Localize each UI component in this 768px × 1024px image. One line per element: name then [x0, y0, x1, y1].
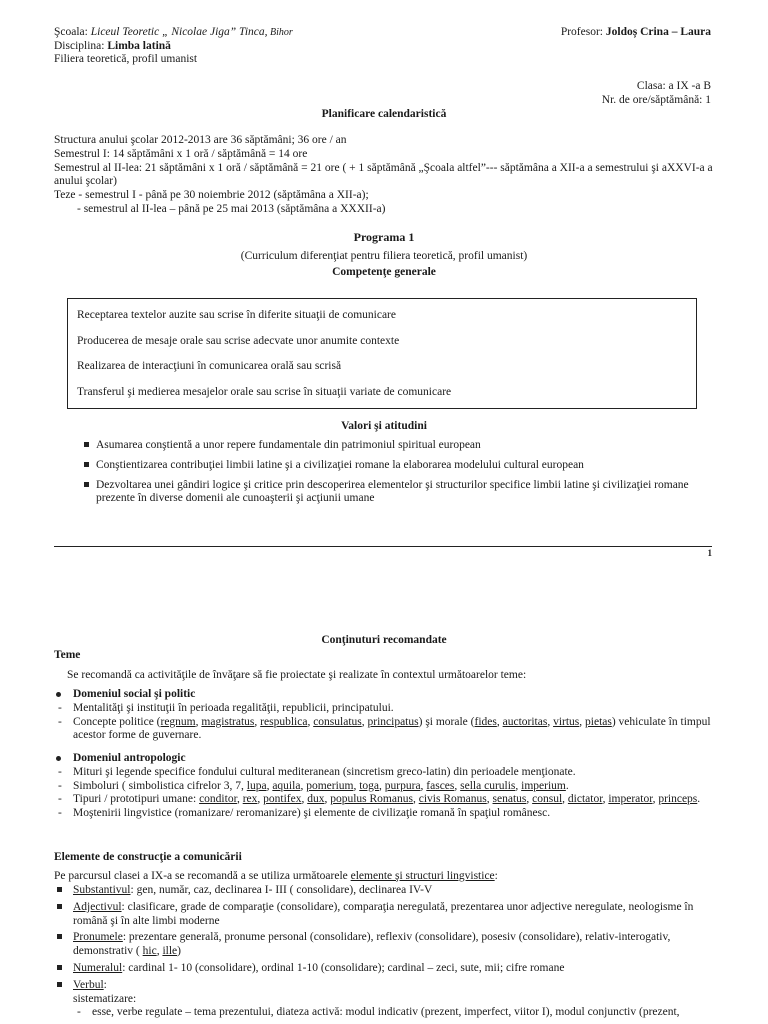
domain-item: - Concepte politice (regnum, magistratus, respublica, consulatus, principatus) şi morale (fides, auctoritas, virtus, pietas) vehiculate în timpul acestor forme de guvernare.: [58, 715, 711, 742]
track-line: Filiera teoretică, profil umanist: [54, 53, 198, 65]
school-line: Şcoala: Liceul Teoretic „ Nicolae Jiga” Tinca, Bihor: [54, 26, 293, 38]
teacher-name: Joldoș Crina – Laura: [605, 26, 711, 38]
domain-item: - Moştenirii lingvistice (romanizare/ reromanizare) şi elemente de civilizaţie romană în spaţiul românesc.: [58, 807, 551, 820]
hours-label: Nr. de ore/săptămână: 1: [601, 93, 711, 106]
element-subitem: sistematizare:: [73, 992, 137, 1005]
square-bullet-icon: [57, 982, 62, 987]
programa-subtitle: (Curriculum diferenţiat pentru filiera teoretică, profil umanist): [240, 250, 528, 262]
class-info: [602, 80, 711, 107]
competence-item: Receptarea textelor auzite sau scrise în diferite situaţii de comunicare: [77, 309, 396, 321]
domain-social: [54, 688, 714, 743]
domain-item: - Simboluri ( simbolistica cifrelor 3, 7, lupa, aquila, pomerium, toga, purpura, fasces, sella curulis, imperium.: [58, 779, 569, 792]
square-bullet-icon: [57, 904, 62, 909]
values-title: Valori şi atitudini: [341, 420, 427, 432]
competence-item: Producerea de mesaje orale sau scrise adecvate unor anumite contexte: [77, 334, 400, 347]
teacher-line: Profesor: Joldoș Crina – Laura: [560, 26, 711, 38]
element-item: Adjectivul: clasificare, grade de comparaţie (consolidare), comparaţia neregulată, prezentarea unor adjective neregulate, neologisme în română şi în alte limbi moderne: [54, 901, 714, 929]
discipline-value: Limba latină: [107, 39, 171, 52]
competences-box: [67, 298, 697, 409]
page-title: Planificare calendaristică: [321, 108, 447, 120]
value-item: Dezvoltarea unei gândiri logice şi critice prin descoperirea elementelor şi structurilor specifice limbii latine şi civilizaţiei romane prezente în diverse domenii ale cunoaşterii şi acţiunii umane: [96, 479, 696, 507]
structure-line: - semestrul al II-lea – până pe 25 mai 2013 (săptămâna a XXXII-a): [54, 202, 386, 215]
competence-item: Transferul şi medierea mesajelor orale sau scrise în situaţii variate de comunicare: [77, 385, 452, 398]
domain-heading: Domeniul social şi politic: [54, 688, 714, 702]
domain-heading: Domeniul antropologic: [54, 752, 714, 766]
contents-title: Conţinuturi recomandate: [321, 634, 447, 646]
elements-title: Elemente de construcţie a comunicării: [54, 851, 242, 863]
square-bullet-icon: [84, 462, 89, 467]
element-item: Substantivul: gen, număr, caz, declinarea I- III ( consolidare), declinarea IV-V: [54, 884, 714, 898]
themes-intro: Se recomandă ca activităţile de învăţare să fie proiectate şi realizate în contextul următoarelor teme:: [67, 669, 527, 681]
programa-title: Programa 1: [353, 230, 415, 244]
structure-line: Semestrul al II-lea: 21 săptămâni x 1 oră / săptămână = 21 ore ( + 1 săptămână „Şcoala altfel”--- săptămâna a XII-a a semestrului şi aXXVI-a a anului şcolar): [54, 161, 713, 188]
square-bullet-icon: [84, 442, 89, 447]
element-item: Verbul:: [54, 979, 714, 993]
element-item: Pronumele: prezentare generală, pronume personal (consolidare), reflexiv (consolidare), posesiv (consolidare), relativ-interogativ, demonstrativ ( hic, ille): [54, 931, 714, 959]
elements-list: [54, 884, 714, 1020]
elements-intro: Pe parcursul clasei a IX-a se recomandă a se utiliza următoarele elemente şi structuri lingvistice:: [54, 870, 498, 882]
year-structure: [54, 134, 714, 217]
square-bullet-icon: [57, 965, 62, 970]
domain-anthropologic: [54, 752, 714, 821]
domain-item: - Tipuri / prototipuri umane: conditor, rex, pontifex, dux, populus Romanus, civis Romanus, senatus, consul, dictator, imperator, princeps.: [58, 793, 701, 806]
page-break-rule: [54, 546, 712, 547]
competences-title: Competenţe generale: [332, 266, 436, 278]
round-bullet-icon: [56, 756, 61, 761]
structure-line: Structura anului şcolar 2012-2013 are 36 săptămâni; 36 ore / an: [54, 134, 347, 146]
square-bullet-icon: [57, 887, 62, 892]
school-county: Bihor: [267, 27, 293, 38]
page-number: 1: [707, 548, 712, 558]
domain-item: - Mentalităţi şi instituţii în perioada regalităţii, republicii, principatului.: [58, 701, 394, 714]
discipline-line: Disciplina: Limba latină: [54, 39, 171, 52]
element-item: Numeralul: cardinal 1- 10 (consolidare), ordinal 1-10 (consolidare); cardinal – zeci, sute, mii; cifre romane: [54, 962, 714, 976]
values-list: [96, 439, 696, 512]
element-subitem: - esse, verbe regulate – tema prezentului, diateza activă: modul indicativ (prezent, imperfect, viitor I), modul conjunctiv (prezent,: [77, 1006, 680, 1019]
value-item: Conştientizarea contribuţiei limbii latine şi a civilizaţiei romane la elaborarea modelului cultural european: [96, 459, 696, 473]
square-bullet-icon: [57, 934, 62, 939]
themes-label: Teme: [54, 649, 81, 661]
domain-item: - Mituri şi legende specifice fondului cultural mediteranean (sincretism greco-latin) din perioadele menţionate.: [58, 765, 576, 778]
competence-item: Realizarea de interacţiuni în comunicarea orală sau scrisă: [77, 360, 342, 372]
header-left: [54, 26, 474, 67]
school-name: Liceul Teoretic „ Nicolae Jiga” Tinca,: [90, 26, 268, 38]
class-label: Clasa: a IX -a B: [636, 80, 711, 92]
structure-line: Teze - semestrul I - până pe 30 noiembrie 2012 (săptămâna a XII-a);: [54, 189, 369, 202]
structure-line: Semestrul I: 14 săptămâni x 1 oră / săptămână = 14 ore: [54, 147, 308, 160]
value-item: Asumarea conştientă a unor repere fundamentale din patrimoniul spiritual european: [96, 439, 696, 453]
round-bullet-icon: [56, 692, 61, 697]
square-bullet-icon: [84, 482, 89, 487]
